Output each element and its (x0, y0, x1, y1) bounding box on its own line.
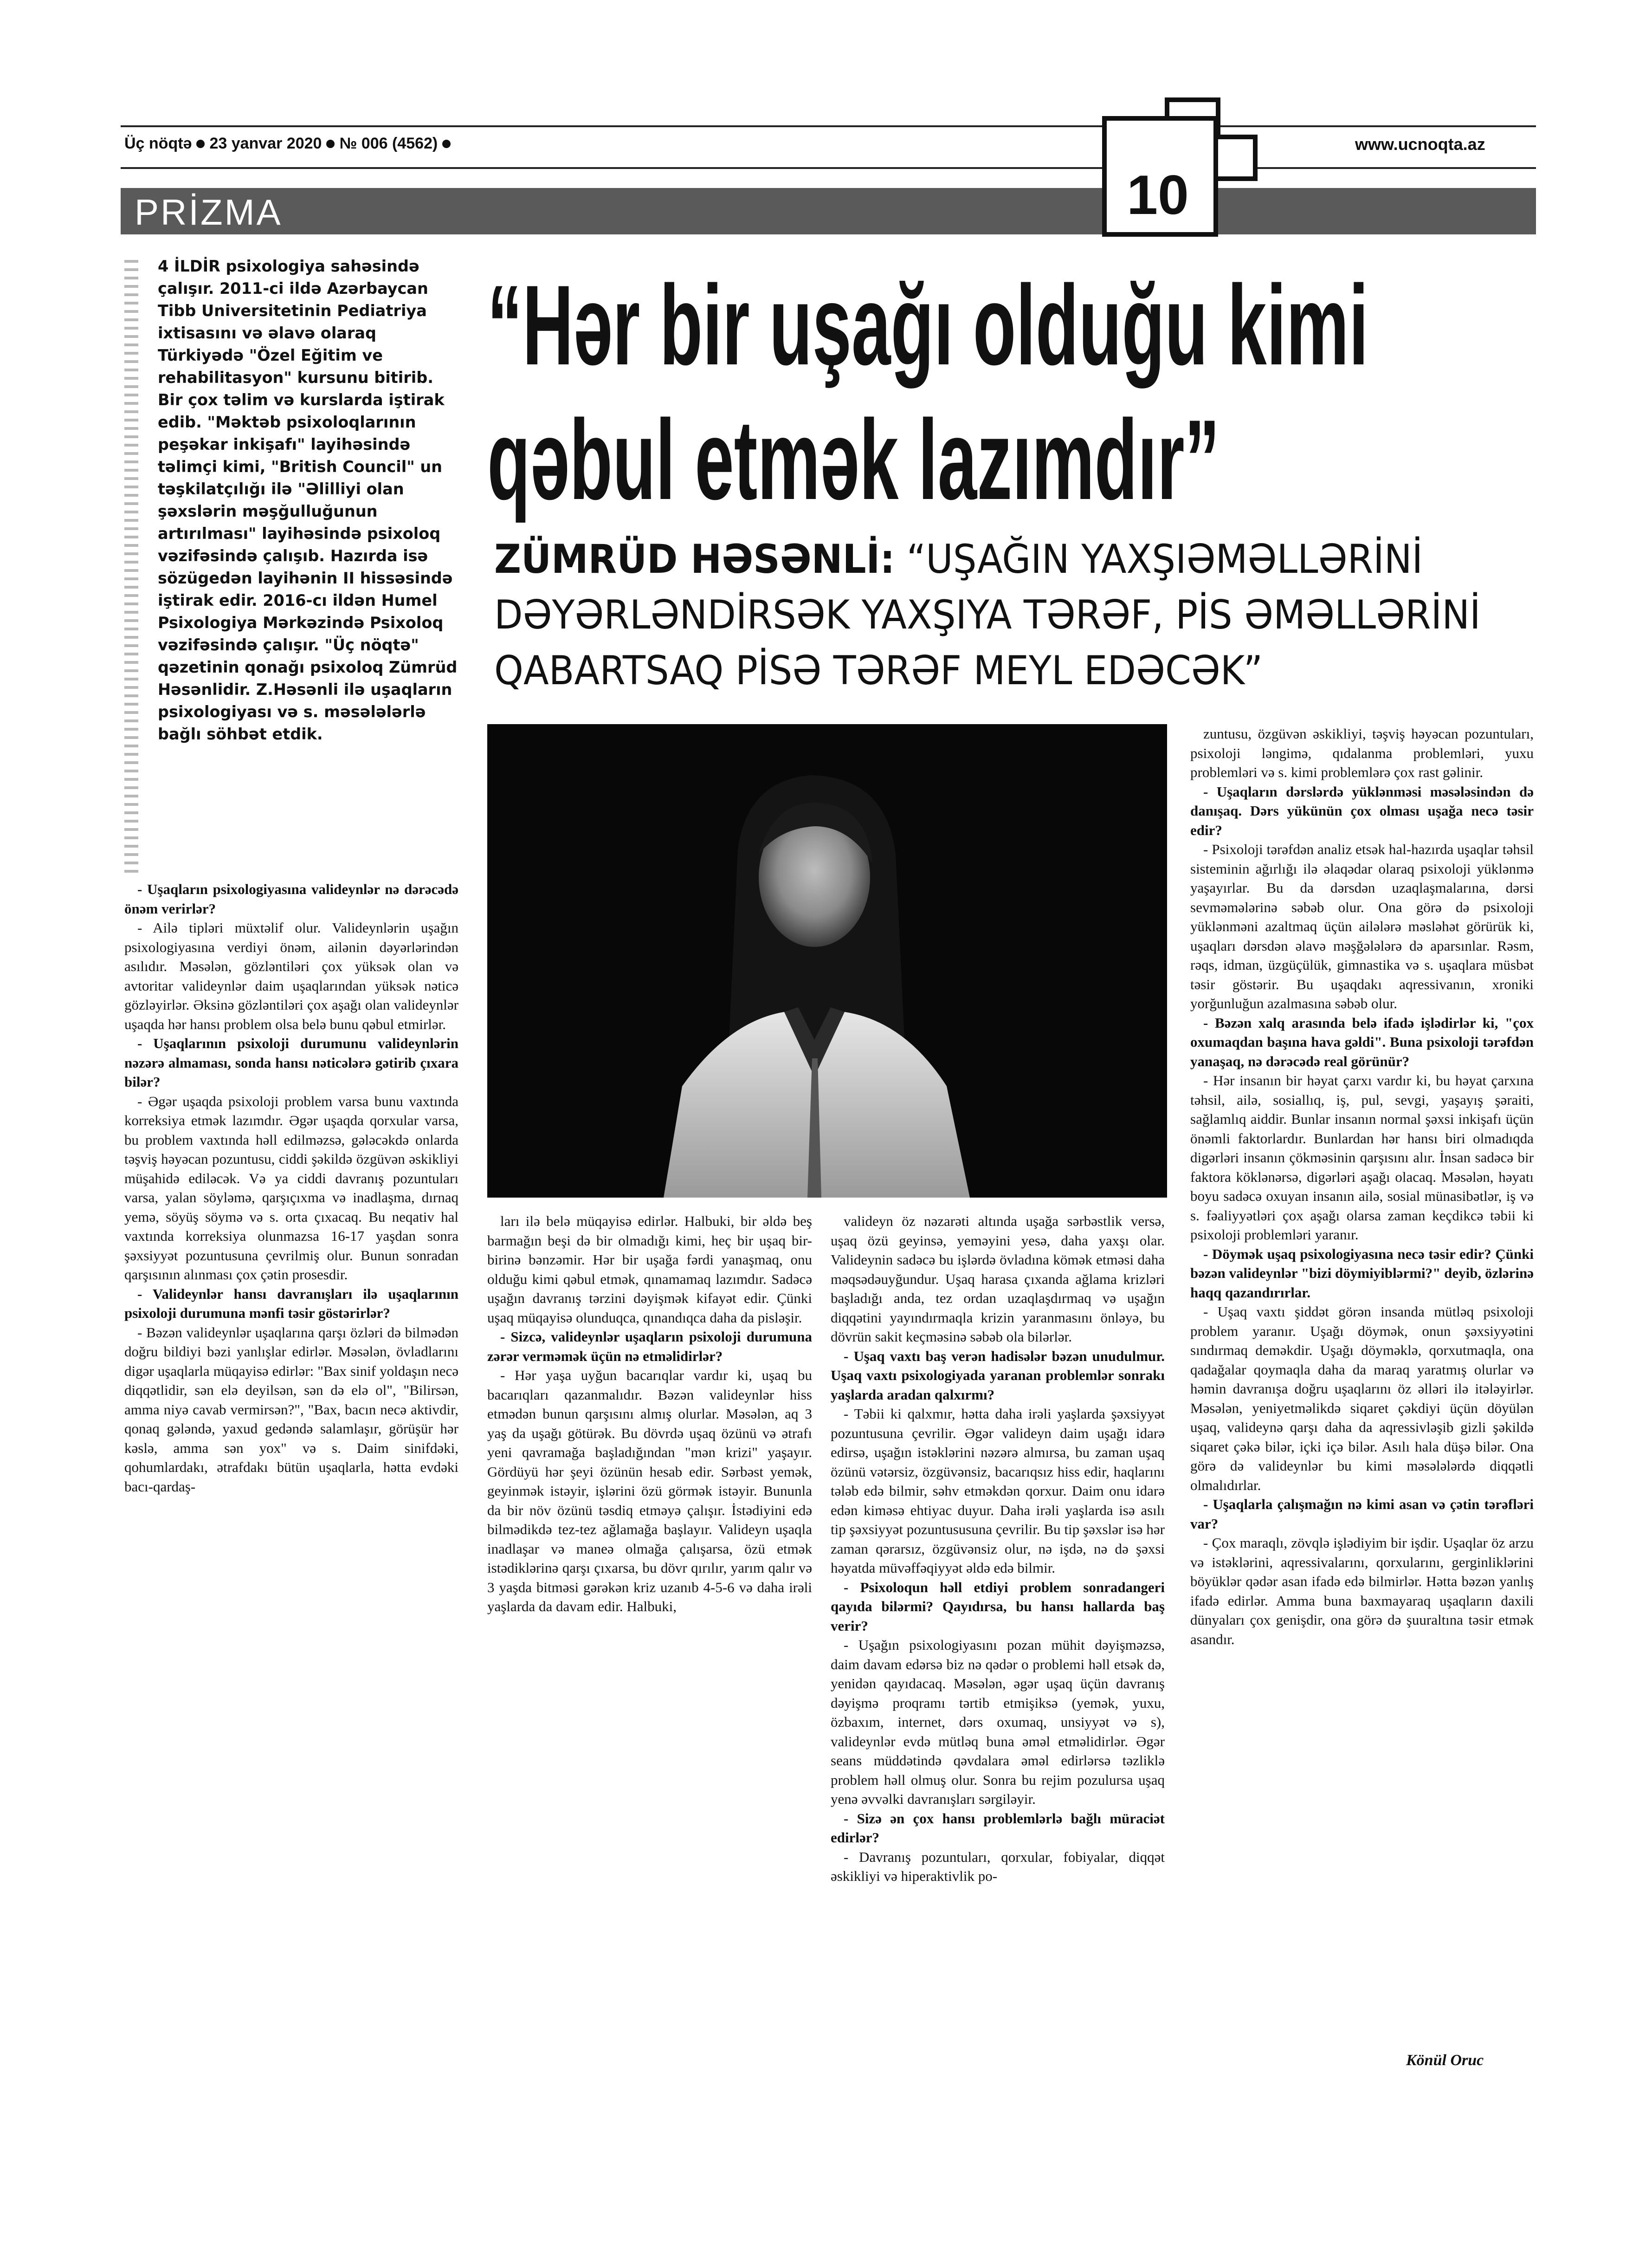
question: - Uşaqların psixologiyasına valideynlər nə dərəcədə önəm verirlər? (124, 881, 458, 917)
article-column-4 (1190, 724, 1534, 1649)
masthead-left (124, 135, 455, 153)
interviewee-name: ZÜMRÜD HƏSƏNLİ: (494, 536, 895, 583)
page-number: 10 (1127, 164, 1189, 226)
question: - Sizə ən çox hansı problemlərlə bağlı müraciət edirlər? (831, 1810, 1165, 1846)
interviewee-photo (487, 724, 1167, 1198)
question: - Sizcə, valideynlər uşaqların psixoloji durumuna zərər verməmək üçün nə etməlidirlər? (487, 1328, 812, 1364)
author-signature: Könül Oruc (1406, 2052, 1484, 2069)
subheadline-line-3: QABARTSAQ PİSƏ TƏRƏF MEYL EDƏCƏK” (494, 648, 1263, 694)
intro-text: 4 İLDİR psixologiya sahəsində çalışır. 2011-ci ildə Azərbaycan Tibb Universitetinin Pediatriya ixtisasını və əlavə olaraq Türkiyədə "Özel Eğitim ve rehabilitasyon" kursunu bitirib. Bir çox təlim və kurslarda iştirak edib. "Məktəb psixoloqlarının peşəkar inkişafı" layihəsində təlimçi kimi, "British Council" un təşkilatçılığı ilə "Əlilliyi olan şəxslərin məşğulluğunun artırılması" layihəsində psixoloq vəzifəsində çalışıb. Hazırda isə sözügedən layihənin II hissəsində iştirak edir. 2016-cı ildən Humel Psixologiya Mərkəzində Psixoloq vəzifəsində çalışır. "Üç nöqtə" qəzetinin qonağı psixoloq Zümrüd Həsənlidir. Z.Həsənli ilə uşaqların psixologiyası və s. məsələlərlə bağlı söhbət etdik. (158, 257, 458, 743)
article-column-3 (831, 1212, 1165, 1886)
question: - Psixoloqun həll etdiyi problem sonradangeri qayıda bilərmi? Qayıdırsa, bu hansı hallarda baş verir? (831, 1579, 1165, 1634)
answer: - Psixoloji tərəfdən analiz etsək hal-hazırda uşaqlar təhsil sisteminin ağırlığı ilə əlaqədar olaraq psixoloji yüklənmə yaşayırlar. Bu da dərsdən uzaqlaşmalarına, dərsi sevməmələrinə səbəb olur. Ona görə də psixoloji yüklənməni azaltmaq üçün ailələrə məsləhət görürük ki, uşaqları dərsdən əlavə məşğələlərə də aparsınlar. Rəsm, rəqs, idman, üzgüçülük, gimnastika və s. uşaqlara müsbət təsir göstərir. Bu uşaqdakı aqressivanın, xroniki yorğunluğun azalmasına səbəb olur. (1190, 841, 1534, 1011)
answer: - Ailə tipləri müxtəlif olur. Valideynlərin uşağın psixologiyasına verdiyi önəm, ailənin dəyərlərindən asılıdır. Məsələn, gözləntiləri çox yüksək olan və avtoritar valideynlər daim uşaqlarından yüksək nəticə gözləyirlər. Əksinə gözləntiləri çox aşağı olan valideynlər uşaqda hər hansı problem olsa belə bunu qəbul etmirlər. (124, 920, 458, 1032)
answer: ları ilə belə müqayisə edirlər. Halbuki, bir əldə beş barmağın beşi də bir olmadığı kimi, heç bir uşaq bir-birinə bənzəmir. Hər bir uşağa fərdi yanaşmaq, onu olduğu kimi qəbul etmək, qınamamaq lazımdır. Sadəcə uşağın davranış tərzini dəyişmək kifayət edir. Çünki uşaq müqayisə olunduqca, qınandıqca daha da pisləşir. (487, 1213, 812, 1326)
subheadline-line-1 (494, 531, 1444, 587)
question: - Bəzən xalq arasında belə ifadə işlədirlər ki, "çox oxumaqdan başına hava gəldi". Buna psixoloji tərəfdən yanaşaq, nə dərəcədə real görünür? (1190, 1014, 1534, 1069)
question: - Uşaq vaxtı baş verən hadisələr bəzən unudulmur. Uşaq vaxtı psixologiyada yaranan problemlər sonrakı yaşlarda aradan qalxırmı? (831, 1348, 1165, 1403)
masthead-top-rule (121, 125, 1536, 127)
answer: - Çox maraqlı, zövqlə işlədiyim bir işdir. Uşaqlar öz arzu və istəklərini, aqressivalarını, qorxularını, gerginliklərini böyüklər qədər asan ifadə edə bilmirlər. Hətta bəzən yanlış ifadə edirlər. Amma buna baxmayaraq uşaqların daxili dünyaları çox genişdir, ona görə də şuuraltına təsir etmək asandır. (1190, 1535, 1534, 1647)
question: - Valideynlər hansı davranışları ilə uşaqlarının psixoloji durumuna mənfi təsir göstərirlər? (124, 1285, 458, 1321)
intro-decorative-border (124, 260, 138, 877)
headline-line-2: qəbul etmək lazımdır” (487, 396, 1220, 523)
issue-number: № 006 (4562) (339, 135, 438, 152)
bullet-icon (196, 140, 205, 148)
answer: zuntusu, özgüvən əskikliyi, təşviş həyəcan pozuntuları, psixoloji ləngimə, qıdalanma problemləri, yuxu problemləri və s. kimi problemlərə çox rast gəlinir. (1190, 726, 1534, 780)
subheadline-line-2: DƏYƏRLƏNDİRSƏK YAXŞIYA TƏRƏF, PİS ƏMƏLLƏRİNİ (494, 592, 1481, 638)
question: - Uşaqların dərslərdə yüklənməsi məsələsindən də danışaq. Dərs yükünün çox olması uşağa necə təsir edir? (1190, 783, 1534, 838)
article-column-2 (487, 1212, 812, 1616)
answer: - Bəzən valideynlər uşaqlarına qarşı özləri də bilmədən doğru bildiyi bəzi yanlışlar edirlər. Məsələn, övladlarını digər uşaqlarla müqayisə edirlər: "Bax sinif yoldaşın necə diqqətlidir, sən elə deyilsən, sən də elə ol", "Bilirsən, amma niyə cavab vermirsən?", "Bax, bacın necə aktivdir, qonaq gələndə, yaxud gedəndə salamlaşır, görüşür hər kəslə, amma sən yox" və s. Daim sinifdəki, qohumlardakı, ətrafdakı bütün uşaqlarla, hətta evdəki bacı-qardaş- (124, 1324, 458, 1495)
answer: - Hər yaşa uyğun bacarıqlar vardır ki, uşaq bu bacarıqları qazanmalıdır. Bəzən valideynlər hiss etmədən bunun qarşısını almış olurlar. Məsələn, aq 3 yaş da uşağı götürək. Bu dövrdə uşaq özünü və ətrafı yeni qavramağa başladığından "mən krizi" yaşayır. Gördüyü hər şeyi özünün hesab edir. Sərbəst yemək, geyinmək istəyir, işlərini özü görmək istəyir. Bununla da bir növ özünü təsdiq etməyə çalışır. İstədiyini edə bilmədikdə tez-tez ağlamağa başlayır. Valideyn uşaqla inadlaşar və maneə olmağa çalışarsa, özü etmək istədiklərinə qarşı çıxarsa, bu dövr qırılır, yarım qalır və 3 yaşda bitməsi gərəkən kriz uzanıb 4-5-6 və daha irəli yaşlarda da davam edir. Halbuki, (487, 1367, 812, 1614)
answer: - Hər insanın bir həyat çarxı vardır ki, bu həyat çarxına təhsil, ailə, sosiallıq, iş, pul, sevgi, yaşayış şəraiti, sağlamlıq aiddir. Bunlar insanın normal şəxsi inkişafı üçün önəmli faktorlardır. Bunlardan hər hansı biri olmadıqda digərləri insanın çökməsinin qarşısını alır. İnsan sadəcə bir faktora köklənərsə, digərləri aşağı olacaq. Məsələn, həyatı boyu sadəcə oxuyan insanın ailə, sosial münasibətlər, iş və s. fəaliyyətləri çox aşağı olarsa zaman keçdikcə təbii ki psixoloji problemləri yaranır. (1190, 1072, 1534, 1243)
portrait-illustration (487, 724, 1167, 1198)
question: - Döymək uşaq psixologiyasına necə təsir edir? Çünki bəzən valideynlər "bizi döymiyiblərmi?" deyib, özlərinə haqq qazandırırlar. (1190, 1245, 1534, 1301)
answer: - Davranış pozuntuları, qorxular, fobiyalar, diqqət əskikliyi və hiperaktivlik po- (831, 1848, 1165, 1884)
answer: - Təbii ki qalxmır, hətta daha irəli yaşlarda şəxsiyyət pozuntusuna çevrilir. Əgər valideyn daim uşağı idarə edirsə, uşağın istəklərini nəzərə almırsa, bu zaman uşaq özünü vətərsiz, özgüvənsiz, bacarıqsız hiss edir, haqlarını tələb edə bilmir, səhv etməkdən qorxur. Daim onu idarə edən kiməsə ehtiyac duyur. Daha irəli yaşlarda isə asılı tip şəxsiyyət pozuntususuna çevrilir. Bu tip şəxslər isə hər zaman qərarsız, özgüvənsiz olur, nə işdə, nə də şəxsi həyatda müvəffəqiyyət əldə edə bilmir. (831, 1406, 1165, 1576)
website-url: www.ucnoqta.az (1355, 135, 1485, 154)
answer: - Uşağın psixologiyasını pozan mühit dəyişməzsə, daim davam edərsə biz nə qədər o problemi həll etsək də, yenidən qayıdacaq. Məsələn, əgər uşaq üçün davranış dəyişmə proqramı tərtib etmişiksə (yemək, yuxu, özbaxım, internet, dərs oxumaq, unsiyyət və s), valideynlər evdə mütləq buna əməl etməlidirlər. Əgər seans müddətində qəvdalara əməl edirlərsə təzliklə problem həll olmuş olur. Sonra bu rejim pozulursa uşaq yenə əvvəlki davranışları sərgiləyir. (831, 1637, 1165, 1807)
question: - Uşaqlarının psixoloji durumunu valideynlərin nəzərə almaması, sonda hansı nəticələrə gətirib çıxara bilər? (124, 1035, 458, 1090)
bullet-icon (326, 140, 335, 148)
bullet-icon (442, 140, 451, 148)
paper-name: Üç nöqtə (124, 135, 192, 152)
section-bar (121, 188, 1536, 234)
subheadline-quote-1: “UŞAĞIN YAXŞIƏMƏLLƏRİNİ (906, 536, 1423, 583)
issue-date: 23 yanvar 2020 (209, 135, 322, 152)
section-title: PRİZMA (135, 192, 283, 233)
answer: - Əgər uşaqda psixoloji problem varsa bunu vaxtında korreksiya etmək lazımdır. Əgər uşaqda qorxular varsa, bu problem vaxtında həll edilməzsə, gələcəkdə onlarda təşviş həyəcan pozuntusu, ciddi şəkildə özgüvən əskikliyi müşahidə ediləcək. Və ya ciddi davranış pozuntuları varsa, yalan söyləmə, qarşıçıxma və inadlaşma, dırnaq yemə, söyüş söymə və s. orta çıxacaq. Bu neqativ hal vaxtında korreksiya olunmazsa 16-17 yaşdan sonra şəxsiyyət pozuntusuna çevrilmiş olur. Bunun sonradan qarşısının alınması çox çətin prosesdir. (124, 1093, 458, 1283)
masthead-bottom-rule (121, 167, 1536, 169)
answer: - Uşaq vaxtı şiddət görən insanda mütləq psixoloji problem yaranır. Uşağı döymək, onun şəxsiyyətini sındırmaq deməkdir. Uşağı döyməklə, qorxutmaqla, ona qadağalar qoymaqla daha da maraq yaratmış olurlar və həmin davranışa doğru uşaqlarını öz əlləri ilə itələyirlər. Məsələn, yeniyetməlikdə siqaret çəkdiyi üçün döyülən uşaq, valideynə qarşı daha da aqressivləşib gizli şəkildə siqaret çəkə bilər, içki içə bilər. Asılı hala düşə bilər. Ona görə də valideynlər bu kimi məsələlərdə diqqətli olmalıdırlar. (1190, 1303, 1534, 1493)
headline-line-1: “Hər bir uşağı olduğu kimi (487, 261, 1368, 389)
answer: valideyn öz nəzarəti altında uşağa sərbəstlik versə, uşaq özü geyinsə, yeməyini yesə, daha yaxşı olar. Valideynin sadəcə bu işlərdə övladına kömək etməsi daha məqsədəuyğundur. Uşaq harasa çıxanda ağlama krizləri başladığı anda, tez ordan uzaqlaşdırmaq və uşağın diqqətini yayındırmaqla krizin yaranmasını önləyə, bu dövrün sakit keçməsinə səbəb ola bilərlər. (831, 1213, 1165, 1345)
article-column-1 (124, 880, 458, 1496)
question: - Uşaqlarla çalışmağın nə kimi asan və çətin tərəfləri var? (1190, 1496, 1534, 1532)
